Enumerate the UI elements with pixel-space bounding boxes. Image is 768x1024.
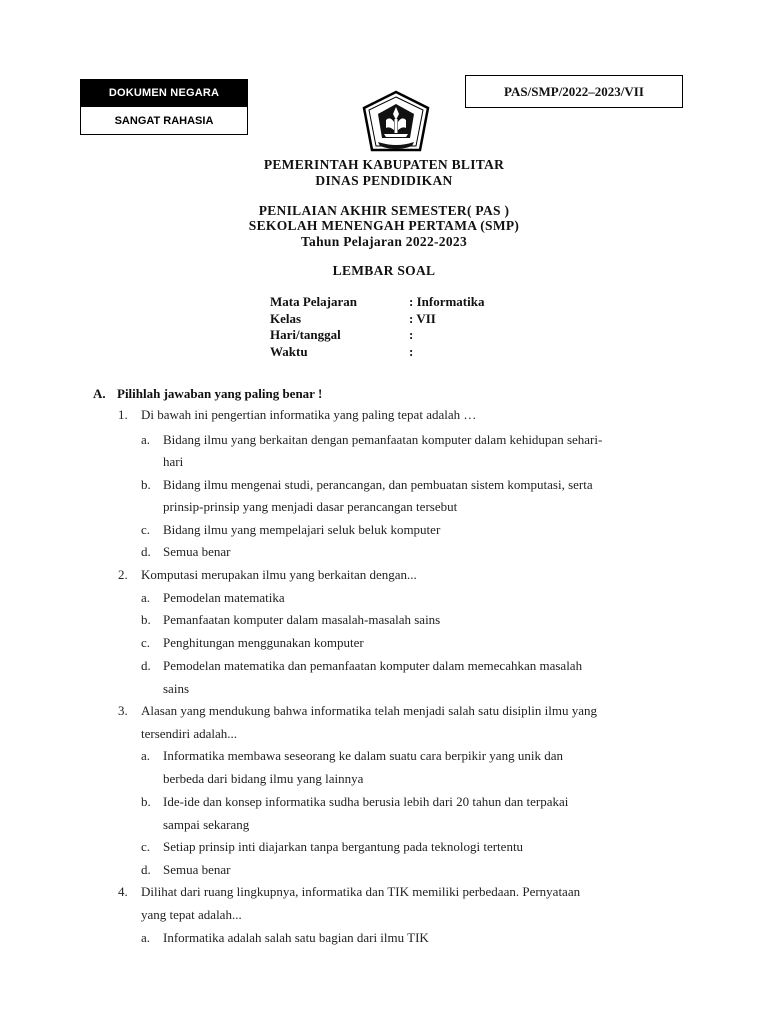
exam-code: PAS/SMP/2022–2023/VII: [504, 83, 644, 99]
meta-label: Waktu: [270, 344, 308, 359]
option-text: sains: [163, 681, 189, 696]
meta-row-date: [270, 327, 413, 343]
option-letter: d.: [141, 862, 151, 877]
option-letter: d.: [141, 544, 151, 559]
exam-code-box: [465, 75, 683, 108]
section-letter: A.: [93, 386, 106, 401]
question-text: tersendiri adalah...: [141, 726, 238, 741]
option-text: Bidang ilmu yang mempelajari seluk beluk komputer: [163, 522, 441, 537]
option-letter: a.: [141, 432, 151, 447]
section-instruction: Pilihlah jawaban yang paling benar !: [117, 386, 323, 401]
question-number: 3.: [118, 703, 128, 718]
option-letter: b.: [141, 612, 151, 627]
question-number: 2.: [118, 567, 128, 582]
meta-row-class: [270, 311, 436, 327]
department-title: DINAS PENDIDIKAN: [315, 173, 453, 188]
question-text: yang tepat adalah...: [141, 907, 242, 922]
question-text: Komputasi merupakan ilmu yang berkaitan dengan...: [141, 567, 417, 582]
school-level-title: SEKOLAH MENENGAH PERTAMA (SMP): [248, 218, 520, 233]
option-text: hari: [163, 454, 184, 469]
meta-label: Mata Pelajaran: [270, 294, 358, 309]
option-letter: a.: [141, 930, 151, 945]
option-text: Ide-ide dan konsep informatika sudha berusia lebih dari 20 tahun dan terpakai: [163, 794, 569, 809]
option-letter: c.: [141, 839, 151, 854]
option-text: Pemanfaatan komputer dalam masalah-masalah sains: [163, 612, 441, 627]
option-letter: a.: [141, 748, 151, 763]
option-letter: c.: [141, 635, 151, 650]
option-text: prinsip-prinsip yang menjadi dasar perancangan tersebut: [163, 499, 458, 514]
document-classification-box: [80, 79, 248, 135]
meta-row-time: [270, 344, 413, 360]
meta-value: : VII: [409, 311, 436, 326]
option-letter: b.: [141, 794, 151, 809]
question-number: 4.: [118, 884, 128, 899]
option-text: Informatika membawa seseorang ke dalam suatu cara berpikir yang unik dan: [163, 748, 563, 763]
academic-year: Tahun Pelajaran 2022-2023: [300, 234, 468, 249]
doc-type-label: DOKUMEN NEGARA: [81, 80, 247, 106]
meta-value: :: [409, 327, 414, 342]
option-text: Pemodelan matematika: [163, 590, 285, 605]
regency-emblem-icon: [360, 90, 432, 156]
question-text: Di bawah ini pengertian informatika yang paling tepat adalah …: [141, 407, 477, 422]
option-letter: a.: [141, 590, 151, 605]
meta-value: : Informatika: [409, 294, 485, 309]
option-text: Semua benar: [163, 862, 231, 877]
exam-title: PENILAIAN AKHIR SEMESTER( PAS ): [258, 203, 510, 218]
meta-label: Kelas: [270, 311, 302, 326]
option-text: sampai sekarang: [163, 817, 250, 832]
option-text: Pemodelan matematika dan pemanfaatan komputer dalam memecahkan masalah: [163, 658, 583, 673]
option-text: Penghitungan menggunakan komputer: [163, 635, 364, 650]
section-heading: [93, 386, 322, 402]
meta-value: :: [409, 344, 414, 359]
meta-row-subject: [270, 294, 484, 310]
option-text: Setiap prinsip inti diajarkan tanpa bergantung pada teknologi tertentu: [163, 839, 524, 854]
option-letter: b.: [141, 477, 151, 492]
question-text: Dilihat dari ruang lingkupnya, informatika dan TIK memiliki perbedaan. Pernyataan: [141, 884, 581, 899]
secrecy-label: SANGAT RAHASIA: [81, 106, 247, 135]
meta-label: Hari/tanggal: [270, 327, 341, 342]
sheet-title: LEMBAR SOAL: [332, 263, 436, 278]
question-text: Alasan yang mendukung bahwa informatika telah menjadi salah satu disiplin ilmu yang: [141, 703, 597, 718]
option-text: Bidang ilmu mengenai studi, perancangan, dan pembuatan sistem komputasi, serta: [163, 477, 593, 492]
option-text: berbeda dari bidang ilmu yang lainnya: [163, 771, 364, 786]
option-text: Semua benar: [163, 544, 231, 559]
option-text: Bidang ilmu yang berkaitan dengan pemanfaatan komputer dalam kehidupan sehari-: [163, 432, 603, 447]
option-letter: c.: [141, 522, 151, 537]
question-number: 1.: [118, 407, 128, 422]
option-text: Informatika adalah salah satu bagian dari ilmu TIK: [163, 930, 429, 945]
government-title: PEMERINTAH KABUPATEN BLITAR: [263, 157, 505, 172]
option-letter: d.: [141, 658, 151, 673]
